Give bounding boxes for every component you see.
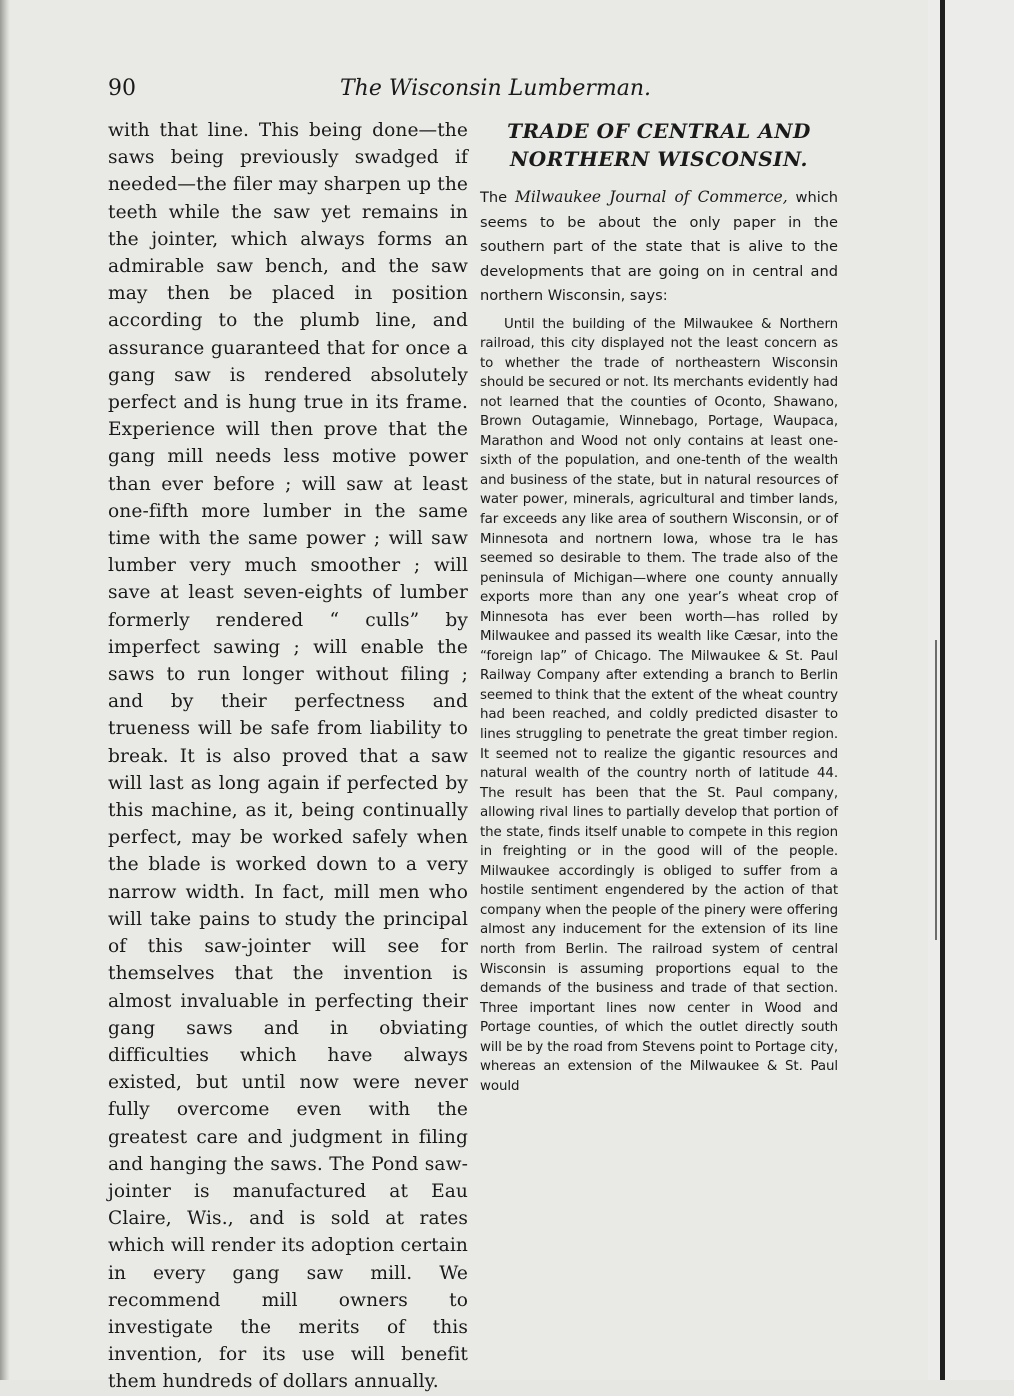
page-edge-rule	[940, 0, 945, 1380]
scan-artifact-line	[935, 640, 937, 940]
article-heading: TRADE OF CENTRAL AND NORTHERN WISCONSIN.	[507, 119, 811, 171]
right-column	[480, 117, 838, 1096]
intro-prefix: The	[480, 189, 508, 206]
running-title: The Wisconsin Lumberman.	[340, 76, 652, 101]
intro-rest: which seems to be about the only paper in the southern part of the state that is alive to the developments that are going on in central and northern Wisconsin, says:	[480, 189, 839, 304]
page-binding-edge	[0, 0, 10, 1380]
article-intro	[480, 185, 838, 309]
left-column-paragraph: with that line. This being done—the saws being previously swadged if needed—the filer may sharpen up the teeth while the saw yet remains in the jointer, which always forms an admirable saw bench, and the saw may then be placed in position according to the plumb line, and assurance guaranteed that for once a gang saw is rendered absolutely perfect and is hung true in its frame. Experience will then prove that the gang mill needs less motive power than ever before ; will saw at least one-fifth more lumber in the same time with the same power ; will saw lumber very much smoother ; will save at least seven-eights of lumber formerly rendered “ culls” by imperfect sawing ; will enable the saws to run longer without filing ; and by their perfectness and trueness will be safe from liability to break. It is also proved that a saw will last as long again if perfected by this machine, as it, being continually perfect, may be worked safely when the blade is worked down to a very narrow width. In fact, mill men who will take pains to study the principal of this saw-jointer will see for themselves that the invention is almost invaluable in perfecting their gang saws and in obviating difficulties which have always existed, but until now were never fully overcome even with the greatest care and judgment in filing and hanging the saws. The Pond saw-jointer is manufactured at Eau Claire, Wis., and is sold at rates which will render its adoption certain in every gang saw mill. We recommend mill owners to investigate the merits of this invention, for its use will benefit them hundreds of dollars annually.	[108, 120, 468, 1393]
article-body: Until the building of the Milwaukee & Northern railroad, this city displayed not the least concern as to whether the trade of northeastern Wisconsin should be secured or not. Its merchants evidently had not learned that the counties of Oconto, Shawano, Brown Outagamie, Winnebago, Portage, Waupaca, Marathon and Wood not only contains at least one-sixth of the population, and one-tenth of the wealth and business of the state, but in natural resources of water power, minerals, agricultural and timber lands, far exceeds any like area of southern Wisconsin, or of Minnesota and nortnern Iowa, whose tra le has seemed so desirable to them. The trade also of the peninsula of Michigan—where one county annually exports more than any one year’s wheat crop of Minnesota has ever been worth—has rolled by Milwaukee and passed its wealth like Cæsar, into the “foreign lap” of Chicago. The Milwaukee & St. Paul Railway Company after extending a branch to Berlin seemed to think that the extent of the wheat country had been reached, and coldly predicted disaster to lines struggling to penetrate the great timber region. It seemed not to realize the gigantic resources and natural wealth of the country north of latitude 44. The result has been that the St. Paul company, allowing rival lines to partially develop that portion of the state, finds itself unable to compete in this region in freighting or in the good will of the people. Milwaukee accordingly is obliged to suffer from a hostile sentiment engendered by the action of that company when the people of the pinery were offering almost any inducement for the extension of its line north from Berlin. The railroad system of central Wisconsin is assuming proportions equal to the demands of the business and trade of that section. Three important lines now center in Wood and Portage counties, of which the outlet directly south will be by the road from Stevens point to Portage city, whereas an extension of the Milwaukee & St. Paul would	[480, 316, 838, 1094]
page-number: 90	[108, 76, 136, 101]
left-column	[108, 117, 468, 1396]
running-header	[108, 76, 908, 108]
journal-name: Milwaukee Journal of Commerce,	[515, 188, 788, 206]
